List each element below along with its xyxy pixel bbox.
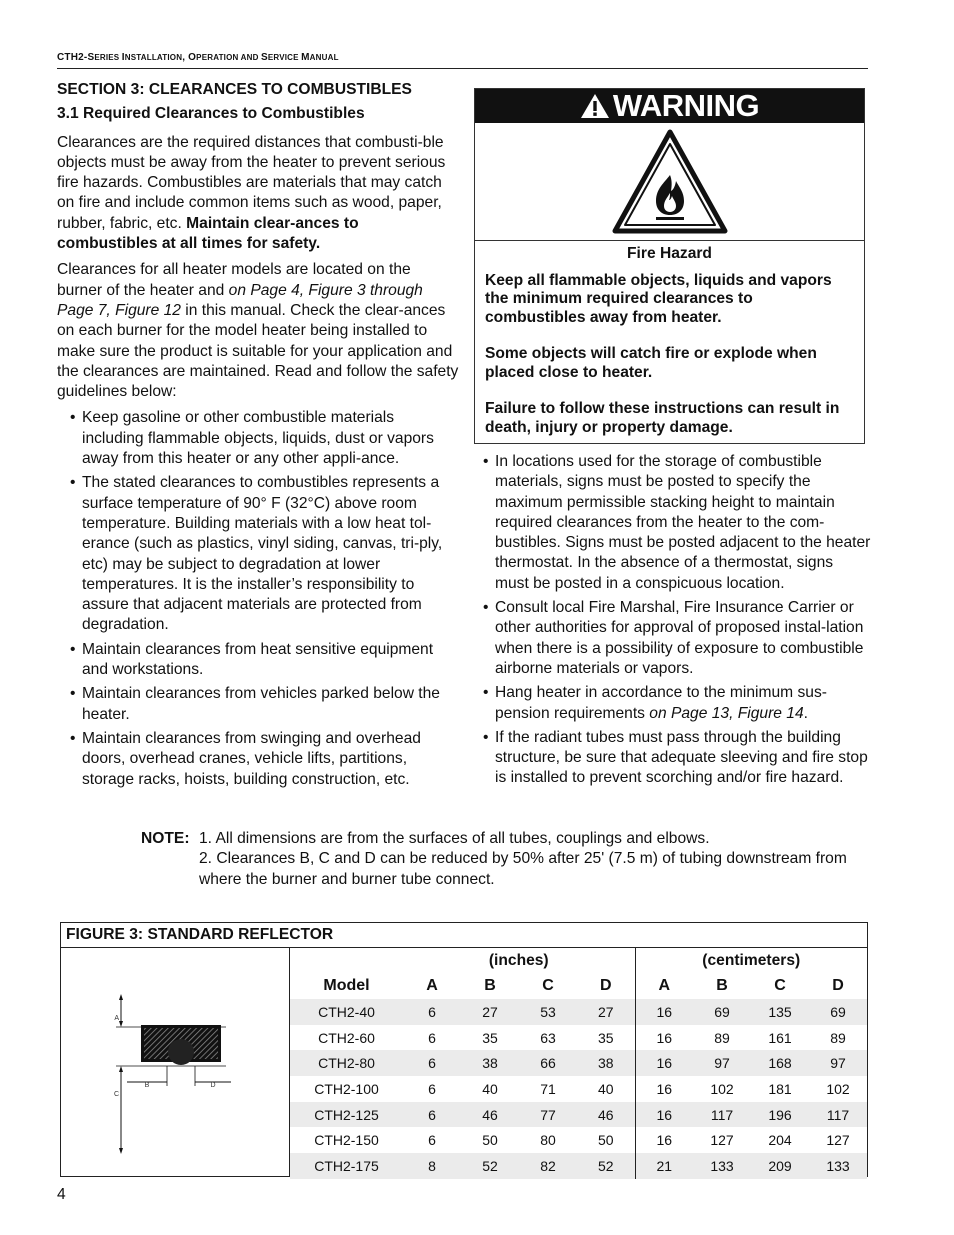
table-cell: 6 xyxy=(403,1050,461,1076)
table-cell: 127 xyxy=(710,1132,734,1149)
table-cell: 6 xyxy=(403,999,461,1025)
right-bullet-list xyxy=(474,452,871,789)
warning-subtitle: Fire Hazard xyxy=(627,245,712,262)
table-row xyxy=(290,1050,867,1076)
warning-paragraph: Some objects will catch fire or explode when placed close to heater. xyxy=(485,345,817,381)
running-header: CTH2-SERIES INSTALLATION, OPERATION AND SERVICE MANUAL xyxy=(57,52,339,63)
table-cell: 209 xyxy=(751,1153,809,1179)
table-cell: 16 xyxy=(635,1050,693,1076)
list-item: • In locations used for the storage of combustible materials, signs must be posted to specify the maximum permissible stacking height to maintain required clearances from the heater to the com-bustibles. Signs must be posted adjacent to the heater thermostat. In the absence of a thermostat, signs must be posted in a conspicuous location. xyxy=(483,453,871,592)
table-cell: 89 xyxy=(714,1029,730,1046)
table-cell: 77 xyxy=(519,1102,577,1128)
table-cell: 117 xyxy=(809,1102,867,1128)
centimeters-header: (centimeters) xyxy=(635,948,867,973)
column-header: A xyxy=(635,973,693,999)
table-cell: 71 xyxy=(540,1080,556,1097)
table-cell: 50 xyxy=(482,1132,498,1149)
reflector-clearance-diagram xyxy=(61,948,289,1177)
dim-label-c: C xyxy=(113,1091,119,1098)
dim-label-a: A xyxy=(114,1015,119,1022)
list-item: • Keep gasoline or other combustible materials including flammable objects, liquids, dust or vapors away from this heater or any other appli-ance. xyxy=(70,409,434,468)
list-item: • Hang heater in accordance to the minimum sus-pension requirements on Page 13, Figure 14. xyxy=(483,684,827,722)
header-rule xyxy=(57,68,868,69)
list-item: • Consult local Fire Marshal, Fire Insurance Carrier or other authorities for approval of proposed instal-lation when there is a possibility of exposure to combustible airborne materials or vapors. xyxy=(483,599,864,677)
table-cell: 69 xyxy=(693,999,751,1025)
list-item: • If the radiant tubes must pass through the building structure, be sure that adequate sleeving and fire stop is installed to prevent scorching and/or fire hazard. xyxy=(483,728,868,787)
table-cell: 38 xyxy=(577,1050,635,1076)
table-cell: 16 xyxy=(635,1025,693,1051)
note-line-2: 2. Clearances B, C and D can be reduced by 50% after 25' (7.5 m) of tubing downstream from where the burner and burner tube connect. xyxy=(199,850,847,888)
table-cell: 204 xyxy=(768,1132,792,1149)
table-cell: 46 xyxy=(577,1102,635,1128)
warning-text xyxy=(475,241,864,437)
left-bullet-list xyxy=(57,408,459,789)
table-cell: 40 xyxy=(482,1080,498,1097)
table-cell: 89 xyxy=(830,1029,846,1046)
column-header: B xyxy=(484,977,496,994)
table-cell: 16 xyxy=(635,1102,693,1128)
table-cell: 135 xyxy=(751,999,809,1025)
table-cell: 16 xyxy=(635,1127,693,1153)
column-header: C xyxy=(542,977,554,994)
subsection-title: 3.1 Required Clearances to Combustibles xyxy=(57,105,365,123)
table-cell: 102 xyxy=(826,1080,850,1097)
table-cell: 133 xyxy=(693,1153,751,1179)
table-cell: 6 xyxy=(428,1080,436,1097)
table-cell: 35 xyxy=(597,1029,614,1046)
table-cell: 181 xyxy=(768,1080,792,1097)
column-header: C xyxy=(774,977,786,994)
table-cell: 6 xyxy=(428,1132,436,1149)
dim-label-d: D xyxy=(210,1082,216,1089)
column-header: D xyxy=(599,977,612,994)
reflector-diagram xyxy=(61,948,290,1177)
table-row xyxy=(290,1102,867,1128)
warning-triangle-icon xyxy=(580,93,610,119)
table-cell: 27 xyxy=(577,999,635,1025)
table-cell: 97 xyxy=(693,1050,751,1076)
table-cell: 117 xyxy=(693,1102,751,1128)
table-row xyxy=(290,1076,867,1102)
table-cell: 80 xyxy=(540,1132,556,1149)
table-cell: 52 xyxy=(577,1153,635,1179)
fire-icon xyxy=(612,129,728,235)
note-line-1: 1. All dimensions are from the surfaces of all tubes, couplings and elbows. xyxy=(199,830,710,847)
paragraph-clearances-location: Clearances for all heater models are located on the burner of the heater and on Page 4, Figure 3 through Page 7, Figure 12 in this manual. Check the clear-ances on each burner for the model heater being installed to make sure the product is suitable for your application and the clearances are maintained. Read and follow the safety guidelines below: xyxy=(57,261,459,401)
inches-header: (inches) xyxy=(488,951,549,969)
table-cell: 53 xyxy=(519,999,577,1025)
column-header: Model xyxy=(323,977,370,994)
warning-paragraph: Failure to follow these instructions can result in death, injury or property damage. xyxy=(485,400,840,436)
page-number: 4 xyxy=(57,1186,66,1203)
column-header: D xyxy=(832,977,844,994)
table-cell: 27 xyxy=(461,999,519,1025)
table-cell: 196 xyxy=(751,1102,809,1128)
table-row xyxy=(290,1025,867,1051)
table-cell: 97 xyxy=(809,1050,867,1076)
note xyxy=(141,829,871,890)
model-cell: CTH2-80 xyxy=(290,1050,403,1076)
table-cell: 16 xyxy=(635,999,693,1025)
table-cell: 161 xyxy=(768,1029,792,1046)
table-cell: 35 xyxy=(482,1029,498,1046)
table-body xyxy=(290,999,867,1179)
model-cell: CTH2-40 xyxy=(290,999,403,1025)
left-column xyxy=(57,80,459,794)
table-cell: 6 xyxy=(428,1029,436,1046)
column-header: A xyxy=(426,977,438,994)
table-cell: 82 xyxy=(519,1153,577,1179)
section-title: SECTION 3: CLEARANCES TO COMBUSTIBLES xyxy=(57,81,412,98)
dim-label-b: B xyxy=(144,1082,150,1089)
table-cell: 46 xyxy=(461,1102,519,1128)
note-label: NOTE: xyxy=(141,830,190,847)
model-cell: CTH2-100 xyxy=(314,1080,379,1097)
table-row xyxy=(290,1127,867,1153)
table-cell: 38 xyxy=(461,1050,519,1076)
table-cell: 8 xyxy=(403,1153,461,1179)
figure-title: FIGURE 3: STANDARD REFLECTOR xyxy=(61,923,867,948)
table-cell: 127 xyxy=(826,1132,850,1149)
column-header: B xyxy=(716,977,728,994)
unit-group-row xyxy=(290,948,867,973)
table-cell: 40 xyxy=(597,1080,614,1097)
figure-3 xyxy=(60,922,868,1177)
table-row xyxy=(290,1153,867,1179)
warning-box xyxy=(474,88,865,444)
table-cell: 102 xyxy=(710,1080,734,1097)
model-cell: CTH2-60 xyxy=(318,1029,375,1046)
table-cell: 21 xyxy=(635,1153,693,1179)
table-cell: 168 xyxy=(751,1050,809,1076)
table-cell: 16 xyxy=(635,1076,693,1102)
right-column xyxy=(474,452,871,793)
warning-title: WARNING xyxy=(612,88,760,123)
table-cell: 63 xyxy=(540,1029,556,1046)
table-cell: 133 xyxy=(809,1153,867,1179)
list-item: • Maintain clearances from swinging and overhead doors, overhead cranes, vehicle lifts, partitions, storage racks, hoists, building construction, etc. xyxy=(70,729,421,788)
table-cell: 6 xyxy=(403,1102,461,1128)
table-cell: 66 xyxy=(519,1050,577,1076)
list-item: • The stated clearances to combustibles represents a surface temperature of 90° F (32°C) above room temperature. Building materials with a low heat tol-erance (such as plastics, vinyl siding, canvas, tri-ply, etc) may be subject to degradation at lower temperatures. It is the installer’s responsibility to assure that adjacent materials are protected from degradation. xyxy=(70,474,443,634)
table-row xyxy=(290,999,867,1025)
list-item: • Maintain clearances from heat sensitive equipment and workstations. xyxy=(70,640,434,679)
warning-paragraph: Keep all flammable objects, liquids and vapors the minimum required clearances to combustibles away from heater. xyxy=(485,271,832,326)
fire-hazard-symbol xyxy=(475,123,864,241)
table-cell: 52 xyxy=(461,1153,519,1179)
column-header-row xyxy=(290,973,867,999)
clearance-table xyxy=(290,948,867,1179)
table-cell: 69 xyxy=(809,999,867,1025)
table-cell: 50 xyxy=(597,1132,614,1149)
paragraph-clearances-definition: Clearances are the required distances that combusti-ble objects must be away from the heater to prevent serious fire hazards. Combustibles are materials that may catch on fire and include common items such as wood, paper, rubber, fabric, etc. Maintain clear-ances to combustibles at all times for safety. xyxy=(57,133,446,253)
warning-banner xyxy=(475,89,864,123)
list-item: • Maintain clearances from vehicles parked below the heater. xyxy=(70,685,440,723)
model-cell: CTH2-175 xyxy=(290,1153,403,1179)
model-cell: CTH2-150 xyxy=(314,1132,379,1149)
model-cell: CTH2-125 xyxy=(290,1102,403,1128)
